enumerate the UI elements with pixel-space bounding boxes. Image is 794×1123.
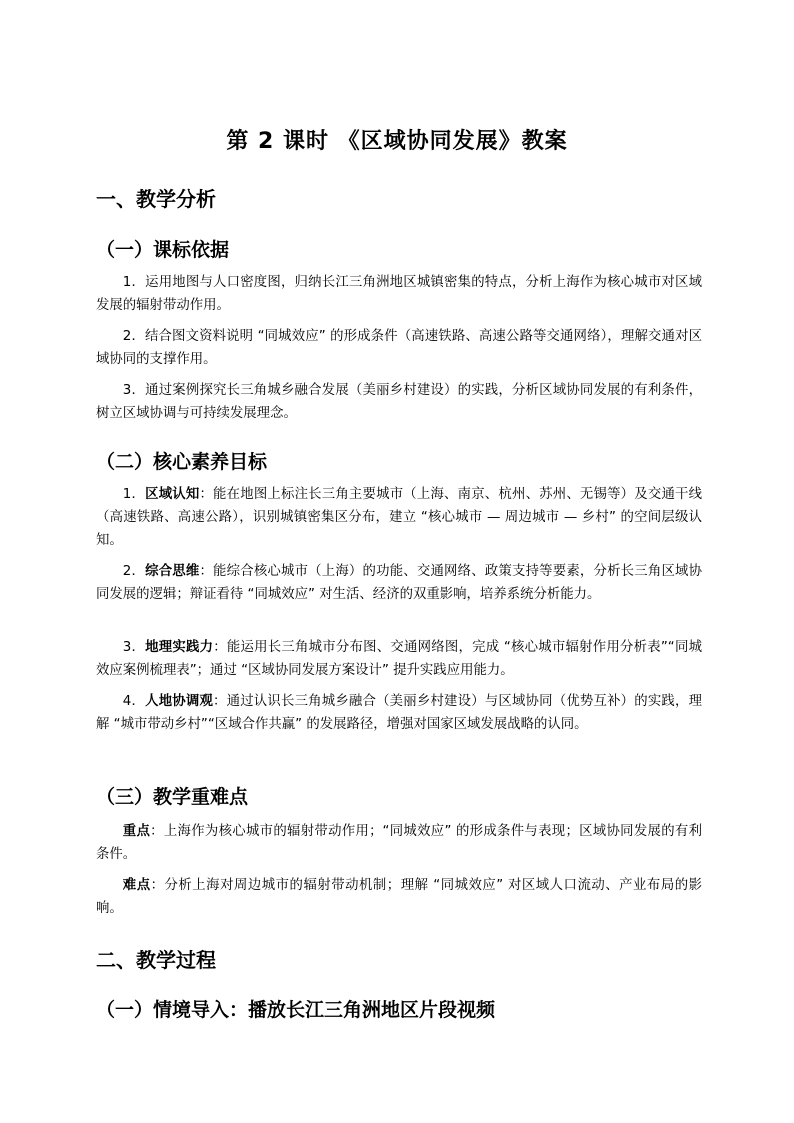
difficult-point: [96, 874, 702, 920]
literacy-item-text: ：能综合核心城市（上海）的功能、交通网络、政策支持等要素，分析长三角区域协同发展的逻辑；辩证看待 “同城效应” 对生活、经济的双重影响，培养系统分析能力。: [96, 564, 703, 602]
literacy-item-label: 地理实践力: [145, 640, 214, 655]
subsection-heading-curriculum: （一）课标依据: [96, 239, 230, 261]
literacy-item-num: 4．: [122, 694, 146, 709]
difficult-point-text: ：分析上海对周边城市的辐射带动机制；理解 “同城效应” 对区域人口流动、产业布局的影响。: [96, 878, 703, 916]
curriculum-item-2: 2．结合图文资料说明 “同城效应” 的形成条件（高速铁路、高速公路等交通网络），理解交通对区域协同的支撑作用。: [96, 329, 702, 367]
literacy-item-text: ：能运用长三角城市分布图、交通网络图，完成 “核心城市辐射作用分析表”“同城效应案例梳理表”；通过 “区域协同发展方案设计” 提升实践应用能力。: [96, 640, 702, 678]
literacy-item-text: ：能在地图上标注长三角主要城市（上海、南京、杭州、苏州、无锡等）及交通干线（高速铁路、高速公路），识别城镇密集区分布，建立 “核心城市 — 周边城市 — 乡村” 的空间层级认知。: [96, 487, 703, 548]
subsection-heading-key-points: （三）教学重难点: [96, 786, 249, 808]
literacy-item-text: ：通过认识长三角城乡融合（美丽乡村建设）与区域协同（优势互补）的实践，理解 “城市带动乡村”“区域合作共赢” 的发展路径，增强对国家区域发展战略的认同。: [96, 694, 702, 732]
curriculum-item-1: 1．运用地图与人口密度图，归纳长江三角洲地区城镇密集的特点，分析上海作为核心城市对区域发展的辐射带动作用。: [96, 275, 702, 313]
literacy-item-label: 综合思维: [145, 564, 200, 579]
literacy-item-num: 3．: [122, 640, 146, 655]
section-heading-process: 二、教学过程: [96, 948, 216, 972]
literacy-item-num: 2．: [122, 564, 146, 579]
section-heading-analysis: 一、教学分析: [96, 187, 216, 211]
key-point: [96, 820, 702, 866]
difficult-point-label: 难点: [122, 878, 151, 893]
literacy-item-2: [96, 560, 702, 606]
key-point-text: ：上海作为核心城市的辐射带动作用；“同城效应” 的形成条件与表现；区域协同发展的有利条件。: [96, 824, 702, 862]
literacy-item-num: 1．: [122, 487, 146, 502]
literacy-item-4: [96, 690, 702, 736]
literacy-item-label: 人地协调观: [145, 694, 214, 709]
curriculum-item-3: 3．通过案例探究长三角城乡融合发展（美丽乡村建设）的实践，分析区域协同发展的有利条件，树立区域协调与可持续发展理念。: [96, 383, 702, 421]
literacy-item-label: 区域认知: [145, 487, 200, 502]
key-point-label: 重点: [122, 824, 151, 839]
document-title: 第 2 课时 《区域协同发展》教案: [226, 129, 568, 154]
subsection-heading-intro: （一）情境导入：播放长江三角洲地区片段视频: [96, 999, 496, 1021]
literacy-item-3: [96, 636, 702, 682]
subsection-heading-literacy: （二）核心素养目标: [96, 451, 268, 473]
literacy-item-1: [96, 483, 702, 552]
